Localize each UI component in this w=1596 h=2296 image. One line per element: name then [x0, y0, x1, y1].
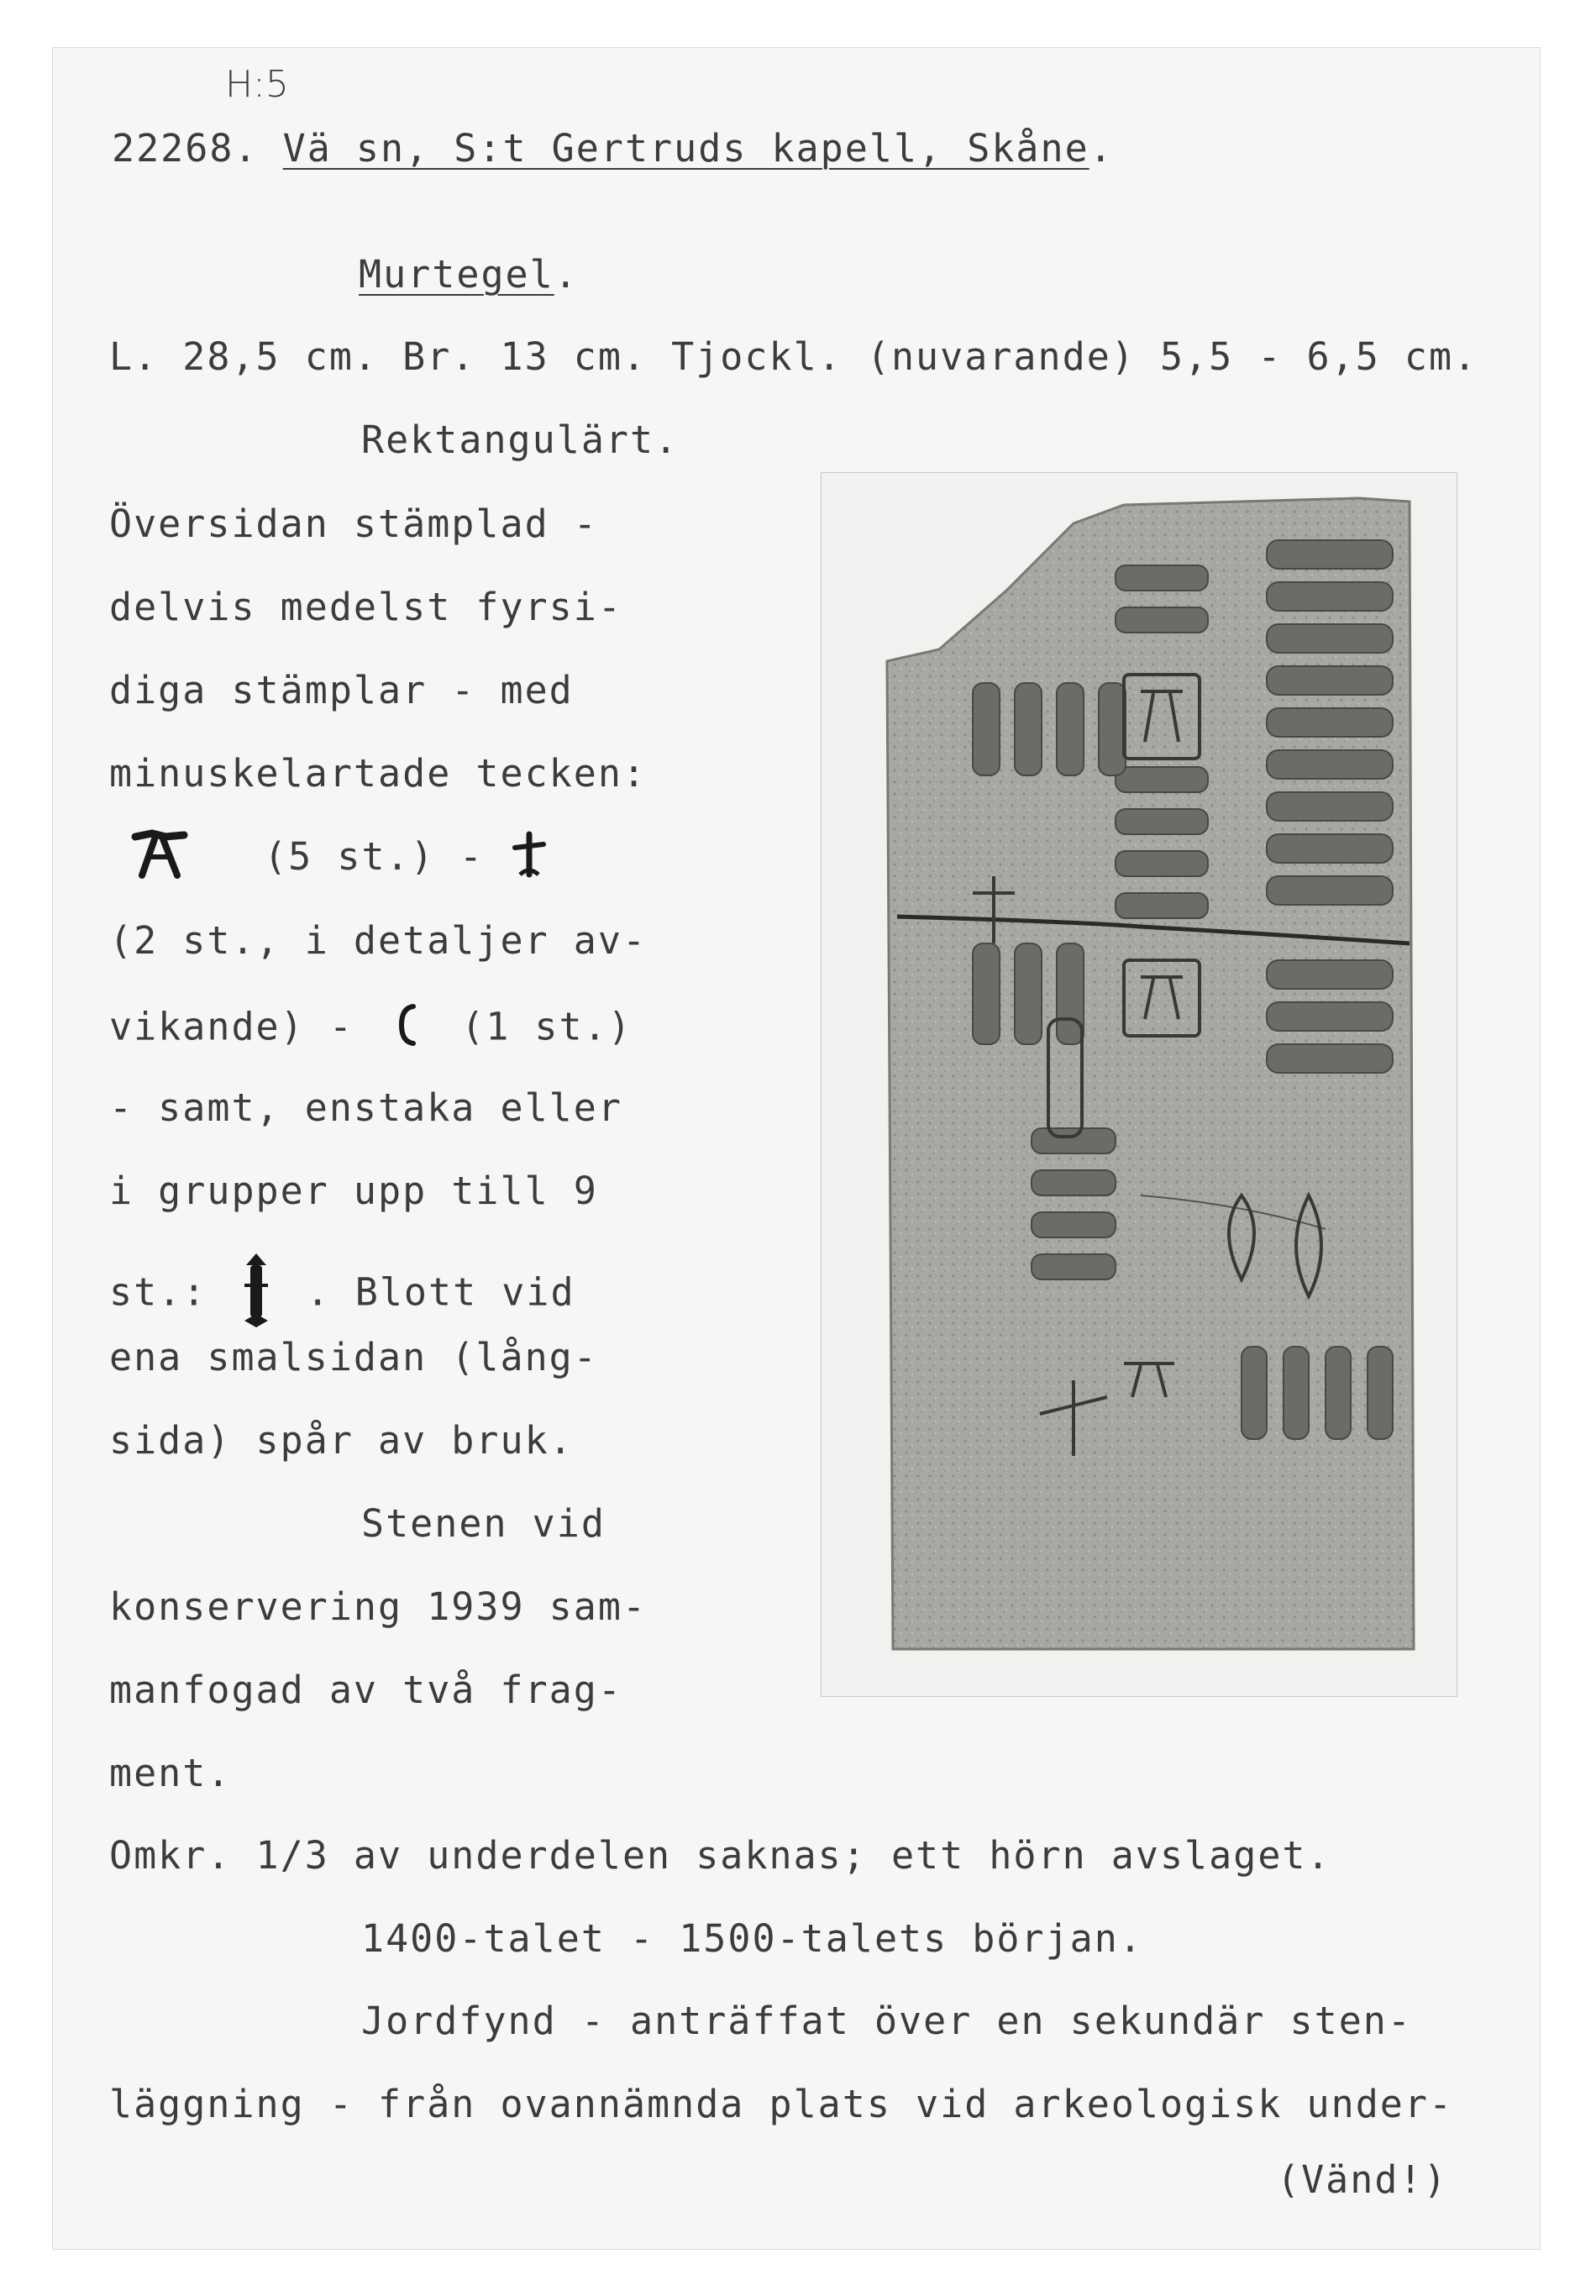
- description-text: (1 st.): [461, 1004, 633, 1049]
- stamp-glyph-a-icon: [130, 825, 189, 893]
- description-line: [130, 825, 550, 893]
- object-type: Murtegel: [359, 252, 554, 297]
- footer-line: 1400-talet - 1500-talets början.: [361, 1916, 1143, 1961]
- stamp-count-a: (5 st.) -: [264, 833, 484, 879]
- handwritten-note: H:5: [225, 63, 289, 106]
- description-line: delvis medelst fyrsi-: [109, 585, 622, 629]
- catalog-number: 22268.: [112, 126, 259, 171]
- turn-note: (Vänd!): [1277, 2157, 1448, 2202]
- description-line: (2 st., i detaljer av-: [109, 918, 648, 963]
- description-line: diga stämplar - med: [109, 668, 574, 712]
- object-type-end: .: [554, 252, 579, 297]
- footer-line: Jordfynd - anträffat över en sekundär sten-: [361, 1999, 1412, 2043]
- footer-line: läggning - från ovannämnda plats vid arkeologisk under-: [109, 2082, 1454, 2126]
- description-line: manfogad av två frag-: [109, 1668, 622, 1712]
- stamp-glyph-cross-icon: [508, 829, 550, 889]
- description-line: ment.: [109, 1751, 232, 1795]
- location: Vä sn, S:t Gertruds kapell, Skåne: [282, 126, 1089, 171]
- description-line: Stenen vid: [361, 1501, 606, 1546]
- shape: Rektangulärt.: [361, 418, 680, 462]
- description-line: i grupper upp till 9: [109, 1169, 598, 1213]
- description-line: [109, 1001, 633, 1058]
- description-line: ena smalsidan (lång-: [109, 1335, 598, 1379]
- object-type-line: [359, 252, 579, 297]
- description-line: minuskelartade tecken:: [109, 751, 648, 796]
- description-text: . Blott vid: [306, 1269, 575, 1315]
- description-line: - samt, enstaka eller: [109, 1085, 622, 1130]
- stamp-glyph-c-icon: [395, 1001, 420, 1058]
- stamp-glyph-bar-icon: [239, 1250, 273, 1340]
- description-line: Översidan stämplad -: [109, 502, 598, 546]
- description-line: konservering 1939 sam-: [109, 1584, 648, 1629]
- brick-photograph: [821, 472, 1457, 1697]
- location-end: .: [1089, 126, 1114, 171]
- description-line: [109, 1250, 575, 1340]
- description-text: vikande) -: [109, 1004, 354, 1049]
- footer-line: Omkr. 1/3 av underdelen saknas; ett hörn avslaget.: [109, 1833, 1331, 1878]
- catalog-header: [112, 126, 1114, 171]
- description-line: sida) spår av bruk.: [109, 1418, 574, 1463]
- dimensions: L. 28,5 cm. Br. 13 cm. Tjockl. (nuvarande) 5,5 - 6,5 cm.: [109, 334, 1478, 379]
- description-text: st.:: [109, 1269, 207, 1315]
